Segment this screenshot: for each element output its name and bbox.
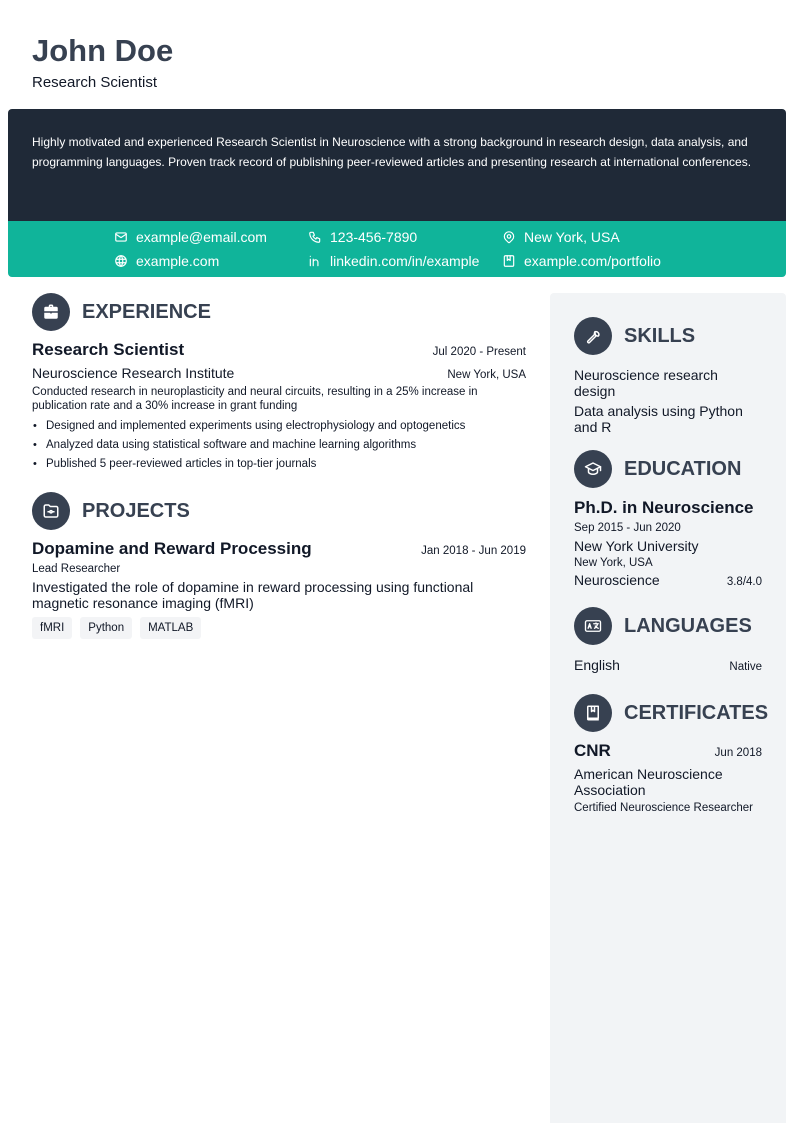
language-item	[574, 657, 762, 673]
certificate-name: CNR	[574, 741, 611, 760]
tag-fmri: fMRI	[32, 617, 72, 639]
tag-python: Python	[80, 617, 132, 639]
folder-icon	[32, 492, 70, 530]
map-pin-icon	[502, 230, 516, 244]
contact-linkedin[interactable]	[308, 252, 479, 270]
language-level: Native	[729, 661, 762, 673]
linkedin-icon	[308, 254, 322, 268]
list-item: • Analyzed data using statistical software and machine learning algorithms	[32, 436, 526, 455]
experience-item	[32, 340, 526, 474]
resume-header	[32, 32, 173, 91]
project-description: Investigated the role of dopamine in reward processing using functional magnetic resonance imaging (fMRI)	[32, 579, 474, 611]
job-location: New York, USA	[447, 369, 526, 381]
languages-title: LANGUAGES	[624, 614, 752, 637]
book-icon	[574, 694, 612, 732]
contact-email-text: example@email.com	[136, 229, 267, 245]
bookmark-icon	[502, 254, 516, 268]
skills-list	[574, 367, 762, 435]
contact-phone[interactable]	[308, 228, 417, 246]
summary-text: Highly motivated and experienced Research Scientist in Neuroscience with a strong background in research design, data analysis, and programming languages. Proven track record of publishing peer-reviewed articles and presenting research at international conferences.	[32, 135, 752, 169]
globe-icon	[114, 254, 128, 268]
person-title: Research Scientist	[32, 74, 158, 91]
contact-website-text: example.com	[136, 253, 220, 269]
main-column	[32, 293, 526, 639]
summary-section	[8, 109, 786, 221]
education-item	[574, 498, 762, 588]
education-dates: Sep 2015 - Jun 2020	[574, 522, 681, 534]
contact-portfolio-text: example.com/portfolio	[524, 253, 661, 269]
education-field: Neuroscience	[574, 572, 660, 588]
skills-heading	[574, 317, 762, 355]
languages-heading	[574, 607, 762, 645]
education-gpa: 3.8/4.0	[726, 576, 762, 588]
project-title: Dopamine and Reward Processing	[32, 539, 312, 558]
project-dates: Jan 2018 - Jun 2019	[421, 545, 526, 557]
skill-item: Data analysis using Python and R	[574, 403, 743, 435]
experience-heading	[32, 293, 526, 331]
contact-portfolio[interactable]	[502, 252, 661, 270]
experience-title: EXPERIENCE	[82, 300, 211, 323]
wrench-icon	[574, 317, 612, 355]
person-name: John Doe	[32, 33, 174, 68]
job-bullets	[32, 417, 526, 474]
language-icon	[574, 607, 612, 645]
job-description: Conducted research in neuroplasticity and neural circuits, resulting in a 25% increase in publication rate and a 30% increase in grant funding	[32, 386, 478, 412]
project-tags	[32, 617, 526, 639]
graduation-cap-icon	[574, 450, 612, 488]
list-item: • Designed and implemented experiments using electrophysiology and optogenetics	[32, 417, 526, 436]
education-location: New York, USA	[574, 557, 653, 569]
job-title: Research Scientist	[32, 340, 185, 359]
phone-icon	[308, 230, 322, 244]
skills-title: SKILLS	[624, 324, 696, 347]
certificates-title: CERTIFICATES	[624, 701, 769, 724]
sidebar	[550, 293, 786, 1123]
projects-heading	[32, 492, 526, 530]
mail-icon	[114, 230, 128, 244]
education-title: EDUCATION	[624, 457, 742, 480]
education-degree: Ph.D. in Neuroscience	[574, 498, 754, 517]
project-role: Lead Researcher	[32, 563, 121, 575]
language-name: English	[574, 657, 620, 673]
contact-bar	[8, 221, 786, 277]
contact-linkedin-text: linkedin.com/in/example	[330, 253, 480, 269]
briefcase-icon	[32, 293, 70, 331]
skill-item: Neuroscience research design	[574, 367, 718, 399]
contact-phone-text: 123-456-7890	[330, 229, 418, 245]
certificates-heading	[574, 694, 769, 732]
contact-email[interactable]	[114, 228, 267, 246]
tag-matlab: MATLAB	[140, 617, 201, 639]
contact-location-text: New York, USA	[524, 229, 620, 245]
education-heading	[574, 450, 762, 488]
certificate-item	[574, 741, 762, 814]
certificate-date: Jun 2018	[714, 747, 762, 759]
job-dates: Jul 2020 - Present	[432, 346, 526, 358]
certificate-description: Certified Neuroscience Researcher	[574, 802, 753, 814]
project-item	[32, 539, 526, 639]
job-company: Neuroscience Research Institute	[32, 365, 235, 381]
contact-website[interactable]	[114, 252, 219, 270]
certificate-issuer: American Neuroscience Association	[574, 766, 723, 798]
list-item: • Published 5 peer-reviewed articles in top-tier journals	[32, 455, 526, 474]
projects-title: PROJECTS	[82, 499, 190, 522]
contact-location	[502, 228, 620, 246]
education-school: New York University	[574, 538, 699, 554]
